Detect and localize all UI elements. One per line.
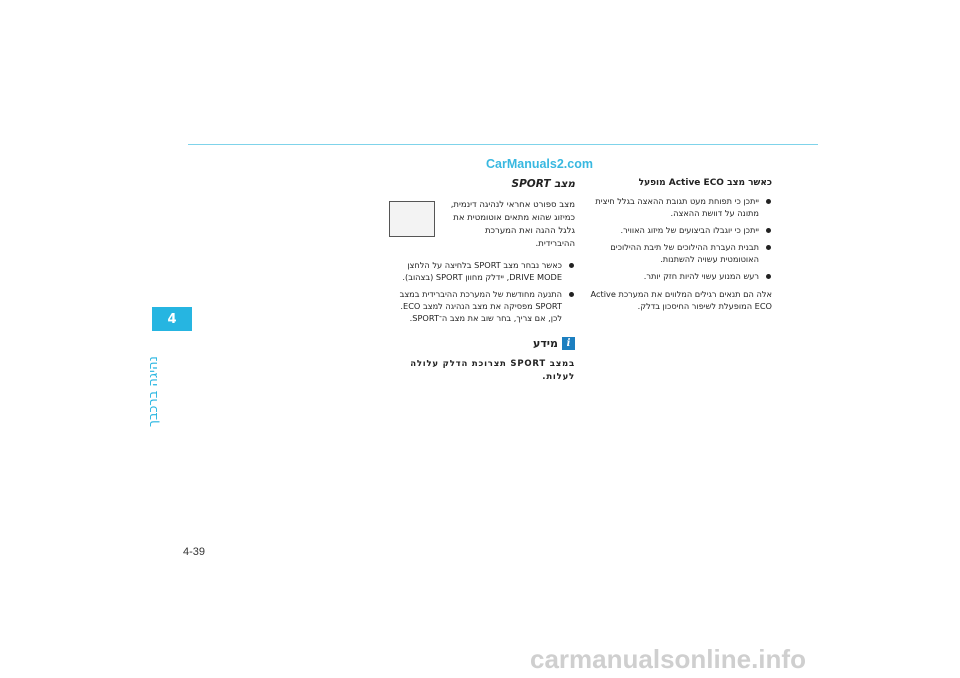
list-item-text-cont: חיצית מתונה על דוושת ההאצה.: [595, 196, 759, 218]
info-icon: i: [562, 337, 575, 350]
chapter-side-label: נהיגה ברכבך: [146, 356, 161, 427]
sport-intro: [385, 199, 575, 251]
left-column: [385, 178, 575, 384]
watermark-top[interactable]: CarManuals2.com: [486, 157, 593, 171]
watermark-bottom[interactable]: carmanualsonline.info: [530, 644, 806, 674]
info-box: [385, 337, 575, 384]
info-header: [385, 337, 575, 350]
sport-mode-image: [389, 201, 435, 237]
sport-intro-text: מצב ספורט אחראי לנהיגה דינמית, כמיזוג שהוא מתאים אוטומטית את גלגל ההגה ואת המערכת ההיברידית.: [450, 200, 575, 249]
active-eco-heading: כאשר מצב Active ECO מופעל: [638, 178, 772, 188]
list-item: תבנית העברת ההילוכים של תיבת ההילוכים האוטומטית עשויה להשתנות.: [580, 241, 772, 265]
right-column: [580, 178, 772, 312]
info-text: במצב SPORT תצרוכת הדלק עלולה לעלות.: [410, 359, 575, 382]
list-item: כאשר נבחר מצב SPORT בלחיצה על הלחצן DRIVE MODE, יידלק מחוון SPORT (בצהוב).: [385, 259, 575, 283]
list-item-text: ייתכן כי תפוחת מעט תגובת ההאצה בגלל: [617, 196, 759, 206]
sport-mode-list: [385, 259, 575, 324]
chapter-number-tab: 4: [152, 307, 192, 331]
list-item: התנעה מחודשת של המערכת ההיברידית במצב SPORT מפסיקה את מצב הנהיגה למצב ECO. לכן, אם צריך, בחר שוב את מצב ה־SPORT.: [385, 288, 575, 324]
active-eco-list: [580, 195, 772, 282]
page-number: 4-39: [183, 546, 206, 558]
list-item: ייתכן כי יוגבלו הביצועים של מיזוג האוויר.: [580, 224, 772, 236]
sport-mode-heading: מצב SPORT: [511, 178, 575, 190]
list-item: רעש המנוע עשוי להיות חזק יותר.: [580, 270, 772, 282]
active-eco-paragraph: אלה הם תנאים רגילים המלווים את המערכת Active ECO המופעלת לשיפור החיסכון בדלק.: [590, 289, 772, 311]
top-rule: [188, 144, 818, 145]
info-title: מידע: [533, 337, 558, 350]
list-item: [580, 195, 772, 219]
